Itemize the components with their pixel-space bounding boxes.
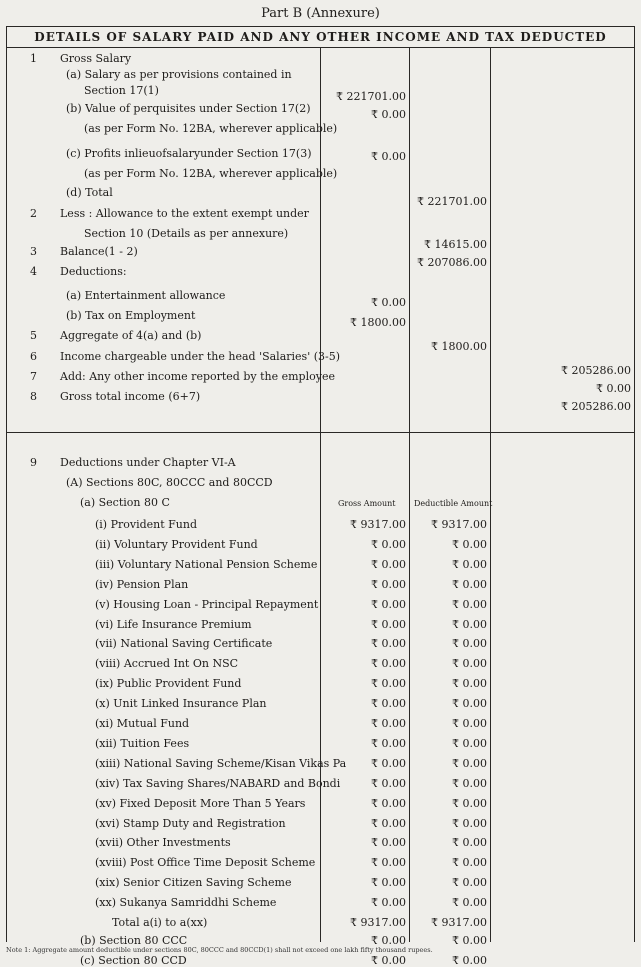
row-label: Deductions: <box>60 265 127 278</box>
deductible-amount: ₹ 0.00 <box>452 856 487 869</box>
deductible-amount: ₹ 0.00 <box>452 876 487 889</box>
row-number: 3 <box>30 245 37 258</box>
gross-amount: ₹ 0.00 <box>371 934 406 947</box>
deductible-amount: ₹ 0.00 <box>452 717 487 730</box>
deductible-amount: ₹ 0.00 <box>452 657 487 670</box>
amount-col1: ₹ 221701.00 <box>336 90 406 103</box>
row-label: (b) Value of perquisites under Section 17(2) <box>66 102 311 115</box>
deduction-item-label: (xvi) Stamp Duty and Registration <box>95 817 286 830</box>
row-label: (c) Profits inlieuofsalaryunder Section 17(3) <box>66 147 312 160</box>
amount-col2: ₹ 1800.00 <box>431 340 487 353</box>
row-label: (as per Form No. 12BA, wherever applicable) <box>84 167 338 180</box>
deductible-amount: ₹ 9317.00 <box>431 916 487 929</box>
amount-col2: ₹ 14615.00 <box>424 238 487 251</box>
section-header: DETAILS OF SALARY PAID AND ANY OTHER INCOME AND TAX DEDUCTED <box>34 30 607 44</box>
gross-amount: ₹ 0.00 <box>371 777 406 790</box>
gross-amount: ₹ 0.00 <box>371 797 406 810</box>
gross-amount: ₹ 0.00 <box>371 717 406 730</box>
deductible-amount: ₹ 0.00 <box>452 697 487 710</box>
row-label: Section 17(1) <box>84 84 159 97</box>
gross-amount: ₹ 0.00 <box>371 598 406 611</box>
deductible-amount: ₹ 0.00 <box>452 777 487 790</box>
gross-amount: ₹ 0.00 <box>371 558 406 571</box>
gross-amount: ₹ 0.00 <box>371 757 406 770</box>
row-label: (d) Total <box>66 186 113 199</box>
deduction-item-label: (xix) Senior Citizen Saving Scheme <box>95 876 292 889</box>
gross-amount: ₹ 0.00 <box>371 637 406 650</box>
section-title: Deductions under Chapter VI-A <box>60 456 236 469</box>
deductible-amount: ₹ 0.00 <box>452 538 487 551</box>
gross-amount: ₹ 0.00 <box>371 836 406 849</box>
amount-col3: ₹ 205286.00 <box>561 400 631 413</box>
gross-amount: ₹ 9317.00 <box>350 518 406 531</box>
row-number: 4 <box>30 265 37 278</box>
deduction-item-label: (vii) National Saving Certificate <box>95 637 273 650</box>
deduction-item-label: (xviii) Post Office Time Deposit Scheme <box>95 856 316 869</box>
gross-amount: ₹ 0.00 <box>371 578 406 591</box>
deductible-amount: ₹ 0.00 <box>452 797 487 810</box>
gross-amount: ₹ 0.00 <box>371 618 406 631</box>
row-number: 6 <box>30 350 37 363</box>
deductible-amount: ₹ 0.00 <box>452 558 487 571</box>
amount-col1: ₹ 0.00 <box>371 296 406 309</box>
deduction-item-label: (xii) Tuition Fees <box>95 737 190 750</box>
deductible-amount: ₹ 0.00 <box>452 954 487 967</box>
deductible-amount: ₹ 0.00 <box>452 757 487 770</box>
deduction-item-label: (xiv) Tax Saving Shares/NABARD and Bondi <box>95 777 341 790</box>
deduction-item-label: (x) Unit Linked Insurance Plan <box>95 697 267 710</box>
section-item-label: (b) Section 80 CCC <box>80 934 188 947</box>
gross-amount: ₹ 0.00 <box>371 876 406 889</box>
row-label: (a) Salary as per provisions contained in <box>66 68 292 81</box>
gross-amount: ₹ 0.00 <box>371 737 406 750</box>
row-label: Gross total income (6+7) <box>60 390 201 403</box>
gross-amount: ₹ 0.00 <box>371 657 406 670</box>
deductible-amount: ₹ 0.00 <box>452 817 487 830</box>
deductible-amount: ₹ 0.00 <box>452 578 487 591</box>
row-number: 1 <box>30 52 37 65</box>
row-label: Gross Salary <box>60 52 132 65</box>
gross-amount: ₹ 9317.00 <box>350 916 406 929</box>
page-title: Part B (Annexure) <box>261 6 380 21</box>
col-rule-2 <box>409 47 410 942</box>
deductible-amount: ₹ 0.00 <box>452 677 487 690</box>
deduction-item-label: (xi) Mutual Fund <box>95 717 190 730</box>
amount-col1: ₹ 1800.00 <box>350 316 406 329</box>
deductible-amount: ₹ 0.00 <box>452 737 487 750</box>
gross-amount: ₹ 0.00 <box>371 896 406 909</box>
gross-amount: ₹ 0.00 <box>371 817 406 830</box>
deduction-item-label: (viii) Accrued Int On NSC <box>95 657 239 670</box>
gross-amount: ₹ 0.00 <box>371 856 406 869</box>
gross-amount-header: Gross Amount <box>338 499 396 508</box>
deductible-amount: ₹ 0.00 <box>452 637 487 650</box>
deduction-item-label: (xvii) Other Investments <box>95 836 231 849</box>
deductible-amount: ₹ 0.00 <box>452 598 487 611</box>
deduction-item-label: Total a(i) to a(xx) <box>112 916 208 929</box>
amount-col2: ₹ 221701.00 <box>417 195 487 208</box>
deduction-item-label: (xiii) National Saving Scheme/Kisan Vikas Pa <box>95 757 347 770</box>
deductible-amount: ₹ 0.00 <box>452 896 487 909</box>
col-rule-3 <box>490 47 491 942</box>
amount-col3: ₹ 0.00 <box>596 382 631 395</box>
deduction-item-label: (xx) Sukanya Samriddhi Scheme <box>95 896 277 909</box>
row-label: Less : Allowance to the extent exempt under <box>60 207 309 220</box>
footnote: Note 1: Aggregate amount deductible under sections 80C, 80CCC and 80CCD(1) shall not exceed one lakh fifty thousand rupees. <box>6 946 433 954</box>
row-label: Aggregate of 4(a) and (b) <box>60 329 202 342</box>
row-number: 8 <box>30 390 37 403</box>
gross-amount: ₹ 0.00 <box>371 677 406 690</box>
gross-amount: ₹ 0.00 <box>371 538 406 551</box>
deductible-amount-header: Deductible Amount <box>414 499 493 508</box>
deduction-item-label: (i) Provident Fund <box>95 518 198 531</box>
deduction-item-label: (xv) Fixed Deposit More Than 5 Years <box>95 797 306 810</box>
gross-amount: ₹ 0.00 <box>371 954 406 967</box>
deductible-amount: ₹ 9317.00 <box>431 518 487 531</box>
deductible-amount: ₹ 0.00 <box>452 618 487 631</box>
top-rule <box>6 26 635 27</box>
row-number: 2 <box>30 207 37 220</box>
deduction-item-label: (vi) Life Insurance Premium <box>95 618 252 631</box>
left-border <box>6 26 7 942</box>
row-number: 5 <box>30 329 37 342</box>
row-label: Balance(1 - 2) <box>60 245 138 258</box>
deduction-item-label: (v) Housing Loan - Principal Repayment <box>95 598 319 611</box>
row-label: Add: Any other income reported by the employee <box>60 370 335 383</box>
section-80c-label: (a) Section 80 C <box>80 496 170 509</box>
deduction-item-label: (ix) Public Provident Fund <box>95 677 242 690</box>
row-label: Section 10 (Details as per annexure) <box>84 227 289 240</box>
amount-col1: ₹ 0.00 <box>371 150 406 163</box>
col-rule-1 <box>320 47 321 942</box>
amount-col3: ₹ 205286.00 <box>561 364 631 377</box>
gross-amount: ₹ 0.00 <box>371 697 406 710</box>
right-border <box>634 26 635 942</box>
deduction-item-label: (ii) Voluntary Provident Fund <box>95 538 258 551</box>
deductible-amount: ₹ 0.00 <box>452 836 487 849</box>
amount-col2: ₹ 207086.00 <box>417 256 487 269</box>
section-item-label: (c) Section 80 CCD <box>80 954 187 967</box>
row-label: (as per Form No. 12BA, wherever applicable) <box>84 122 338 135</box>
deduction-item-label: (iii) Voluntary National Pension Scheme <box>95 558 318 571</box>
section-subtitle: (A) Sections 80C, 80CCC and 80CCD <box>66 476 273 489</box>
row-label: (b) Tax on Employment <box>66 309 196 322</box>
row-number: 7 <box>30 370 37 383</box>
amount-col1: ₹ 0.00 <box>371 108 406 121</box>
deduction-item-label: (iv) Pension Plan <box>95 578 189 591</box>
deductible-amount: ₹ 0.00 <box>452 934 487 947</box>
row-label: (a) Entertainment allowance <box>66 289 226 302</box>
section-number: 9 <box>30 456 37 469</box>
row-label: Income chargeable under the head 'Salaries' (3-5) <box>60 350 341 363</box>
